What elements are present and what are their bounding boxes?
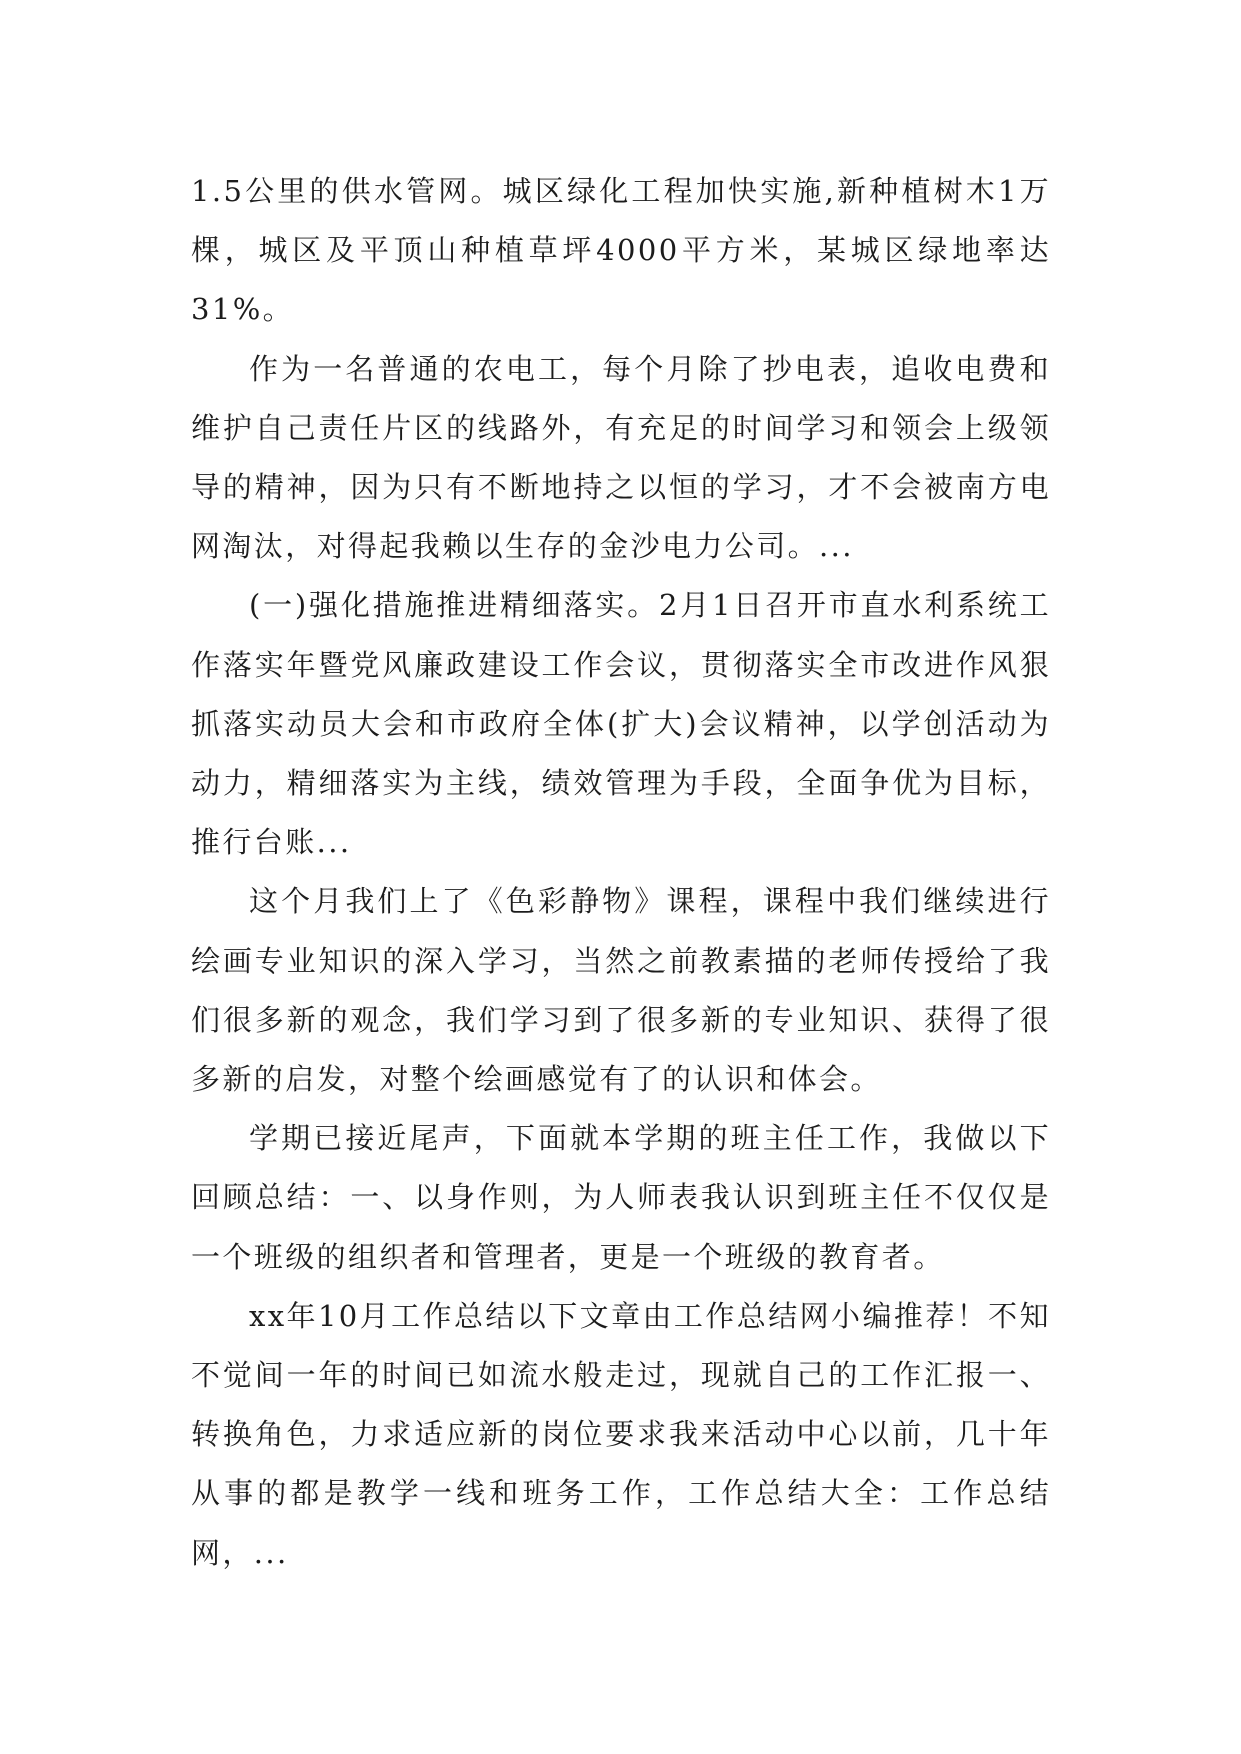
- paragraph-strengthen-measures: (一)强化措施推进精细落实。2月1日召开市直水利系统工作落实年暨党风廉政建设工作会议，贯彻落实全市改进作风狠抓落实动员大会和市政府全体(扩大)会议精神，以学创活动为动力，精细落实为主线，绩效管理为手段，全面争优为目标，推行台账...: [191, 588, 1051, 860]
- paragraph-head-teacher-review: 学期已接近尾声，下面就本学期的班主任工作，我做以下回顾总结：一、以身作则，为人师表我认识到班主任不仅仅是一个班级的组织者和管理者，更是一个班级的教育者。: [191, 1121, 1051, 1274]
- paragraph-color-still-life: 这个月我们上了《色彩静物》课程，课程中我们继续进行绘画专业知识的深入学习，当然之前教素描的老师传授给了我们很多新的观念，我们学习到了很多新的专业知识、获得了很多新的启发，对整个绘画感觉有了的认识和体会。: [191, 884, 1051, 1097]
- paragraph-water-and-greening: 1.5公里的供水管网。城区绿化工程加快实施,新种植树木1万棵，城区及平顶山种植草坪4000平方米，某城区绿地率达31%。: [191, 174, 1051, 327]
- paragraph-rural-electrician: 作为一名普通的农电工，每个月除了抄电表，追收电费和维护自己责任片区的线路外，有充足的时间学习和领会上级领导的精神，因为只有不断地持之以恒的学习，才不会被南方电网淘汰，对得起我赖以生存的金沙电力公司。...: [191, 351, 1051, 564]
- paragraph-october-summary: xx年10月工作总结以下文章由工作总结网小编推荐！不知不觉间一年的时间已如流水般走过，现就自己的工作汇报一、转换角色，力求适应新的岗位要求我来活动中心以前，几十年从事的都是教学一线和班务工作，工作总结大全：工作总结网，...: [191, 1298, 1051, 1570]
- document-body: [191, 162, 1051, 1583]
